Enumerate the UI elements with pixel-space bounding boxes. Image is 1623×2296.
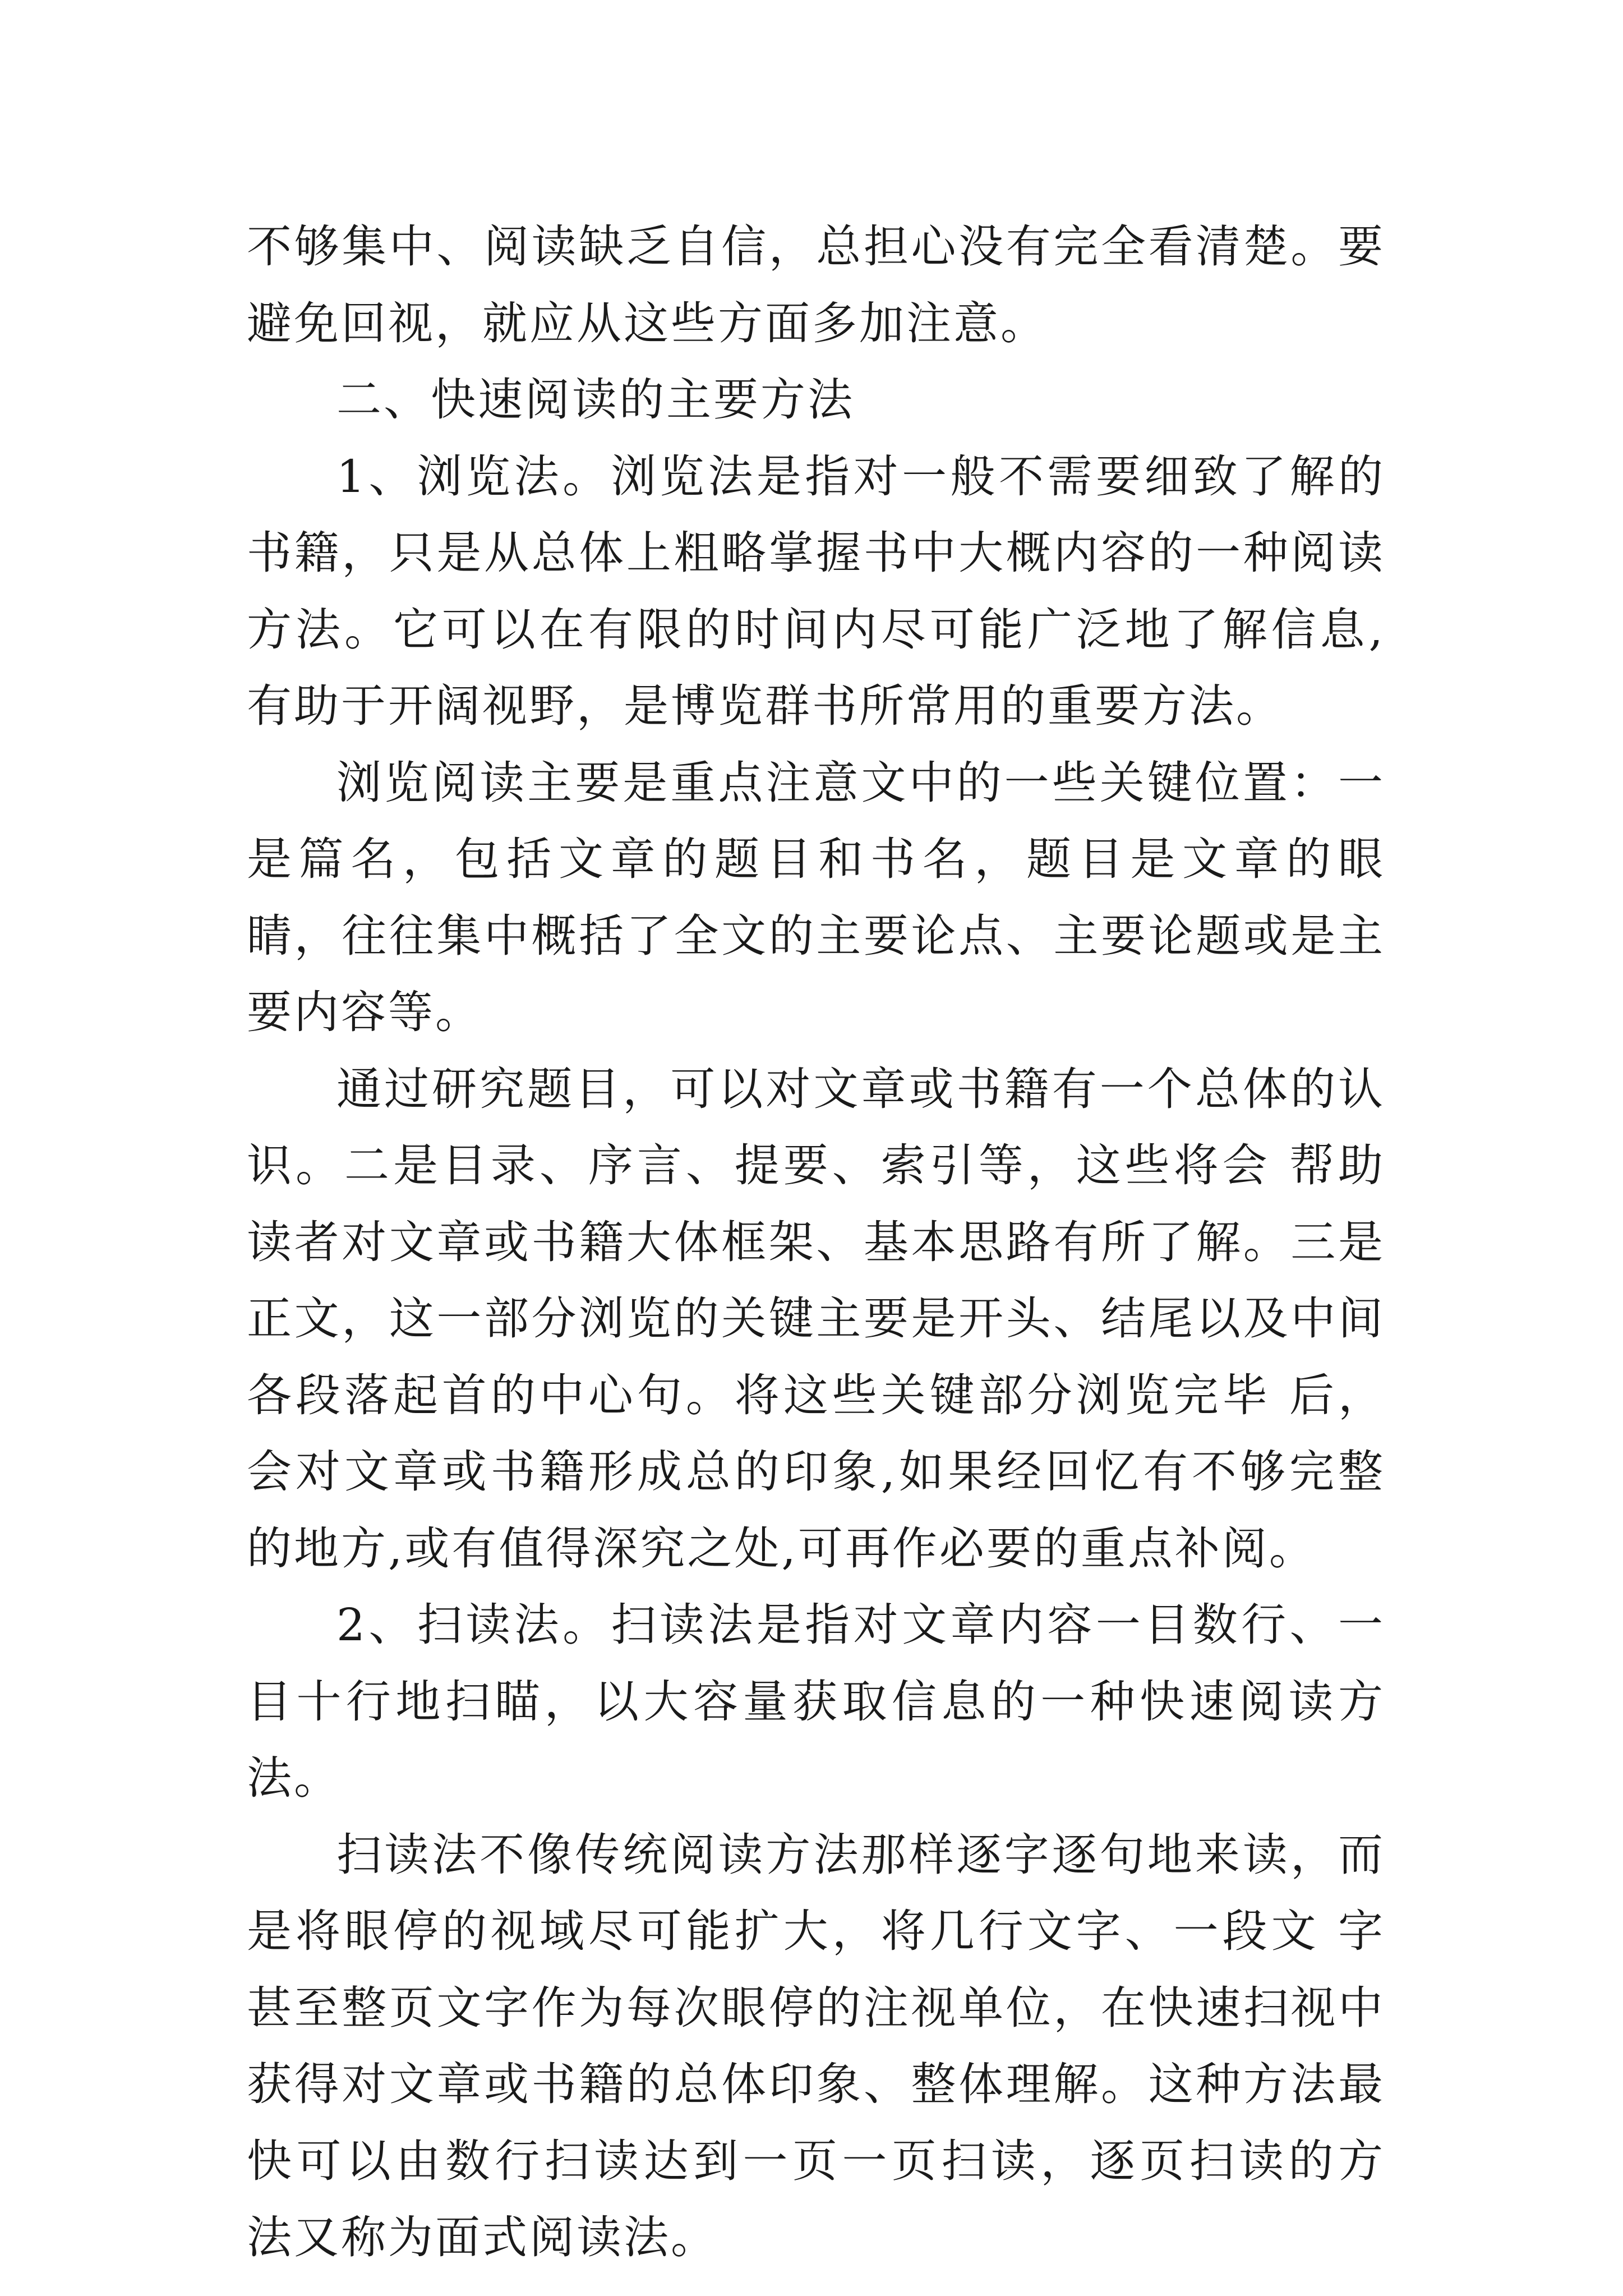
paragraph-title-research: 通过研究题目，可以对文章或书籍有一个总体的认识。二是目录、序言、提要、索引等，这些将会 帮助读者对文章或书籍大体框架、基本思路有所了解。三是正文，这一部分浏览的关键主要是开头、结尾以及中间各段落起首的中心句。将这些关键部分浏览完毕 后，会对文章或书籍形成总的印象,如果经回忆有不够完整的地方,或有值得深究之处,可再作必要的重点补阅。 (247, 1062, 1385, 1575)
document-body (247, 209, 1385, 2276)
paragraph-browse-key-positions: 浏览阅读主要是重点注意文中的一些关键位置：一是篇名，包括文章的题目和书名，题目是文章的眼 睛，往往集中概括了全文的主要论点、主要论题或是主要内容等。 (247, 756, 1385, 1038)
paragraph-scan-details: 扫读法不像传统阅读方法那样逐字逐句地来读，而是将眼停的视域尽可能扩大，将几行文字、一段文 字甚至整页文字作为每次眼停的注视单位，在快速扫视中获得对文章或书籍的总体印象、整体理解。这种方法最快可以由数行扫读达到一页一页扫读，逐页扫读的方 法又称为面式阅读法。 (247, 1828, 1385, 2263)
section-heading: 二、快速阅读的主要方法 (336, 374, 855, 426)
paragraph-browse-method: 1、浏览法。浏览法是指对一般不需要细致了解的书籍，只是从总体上粗略掌握书中大概内容的一种阅读方法。它可以在有限的时间内尽可能广泛地了解信息,有助于开阔视野，是博览群书所常用的重要方法。 (247, 450, 1385, 732)
paragraph-1: 不够集中、阅读缺乏自信，总担心没有完全看清楚。要避免回视，就应从这些方面多加注意。 (247, 220, 1385, 349)
paragraph-scan-method: 2、扫读法。扫读法是指对文章内容一目数行、一目十行地扫瞄，以大容量获取信息的一种快速阅读方法。 (247, 1599, 1385, 1804)
